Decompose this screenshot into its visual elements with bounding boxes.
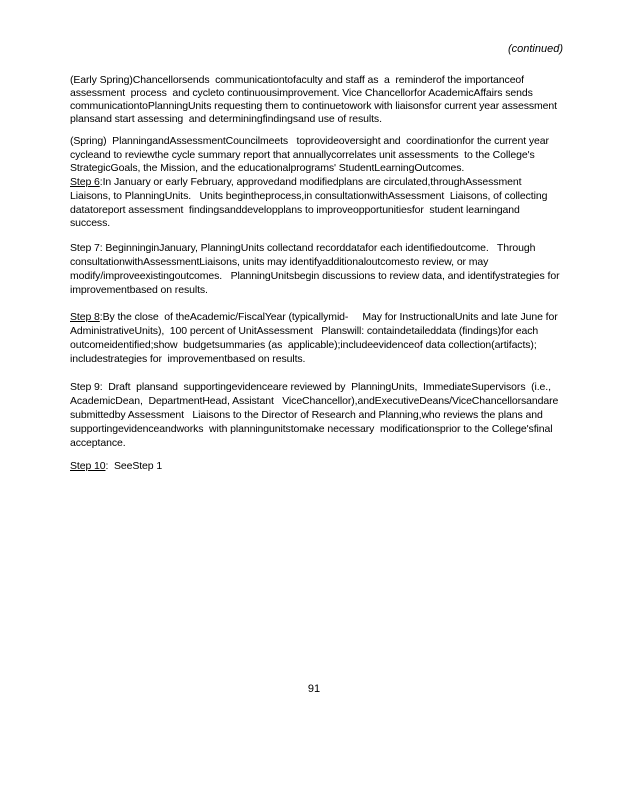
text-segment: (Spring) PlanningandAssessmentCouncilmeets toprovideoversight and coordinationfor the current year (70, 135, 549, 147)
text-segment: :In January or early February, approvedand modifiedplans are circulated,throughAssessment (99, 176, 522, 189)
text-segment: acceptance. (70, 437, 126, 449)
text-segment: includestrategies for improvementbased on results. (70, 353, 306, 365)
text-segment: plansand start assessing and determiningfindingsand use of results. (70, 113, 382, 125)
step-label: Step 8 (70, 311, 100, 323)
text-segment: modify/improveexistingoutcomes. PlanningUnitsbegin discussions to review data, and identifystrategies for (70, 270, 560, 282)
text-segment: datatoreport assessment findingsanddevelopplans to improveopportunitiesfor student learningand (70, 203, 520, 216)
paragraph-early-spring (70, 74, 557, 126)
text-segment: assessment process and cycleto continuousimprovement. Vice Chancellorfor AcademicAffairs sends (70, 87, 533, 99)
page-number: 91 (307, 683, 321, 695)
text-segment: : SeeStep 1 (105, 460, 163, 472)
text-segment: outcomeidentified;show budgetsummaries (as applicable);includeevidenceof data collection(artifacts); (70, 339, 537, 351)
text-segment: AdministrativeUnits), 100 percent of UnitAssessment Planswill: containdetaileddata (findings)for each (70, 325, 539, 337)
step-label: Step 6 (70, 176, 100, 189)
paragraph-step-7 (70, 241, 559, 297)
text-segment: (Early Spring)Chancellorsends communicationtofaculty and staff as a reminderof the importanceof (70, 74, 524, 86)
text-segment: success. (70, 217, 111, 230)
text-segment: communicationtoPlanningUnits requesting them to continuetowork with liaisonsfor current year assessment (70, 100, 557, 112)
text-segment: Liaisons, to PlanningUnits. Units begintheprocess,in consultationwithAssessment Liaisons, of collecting (70, 189, 548, 202)
text-segment: Step 7: BeginninginJanuary, PlanningUnits collectand recorddatafor each identifiedoutcome. Through (70, 242, 536, 254)
text-segment: submittedby Assessment Liaisons to the Director of Research and Planning,who reviews the plans and (70, 409, 543, 421)
text-segment: supportingevidenceandworks with planningunitstomake necessary modificationsprior to the College'sfinal (70, 423, 553, 435)
text-segment: improvementbased on results. (70, 284, 208, 296)
continued-label: (continued) (507, 43, 563, 55)
text-segment: StrategicGoals, the Mission, and the educationalprograms' StudentLearningOutcomes. (70, 162, 465, 175)
text-segment: :By the close of theAcademic/FiscalYear (typicallymid- May for InstructionalUnits and late June for (99, 311, 558, 323)
text-segment: cycleand to reviewthe cycle summary report that annuallycorrelates unit assessments to the College's (70, 148, 535, 161)
step-label: Step 10 (70, 460, 106, 472)
text-segment: consultationwithAssessmentLiaisons, units may identifyadditionaloutcomesto review, or may (70, 256, 489, 268)
paragraph-spring-step-6 (70, 135, 549, 231)
paragraph-step-10 (70, 459, 162, 473)
text-segment: Step 9: Draft plansand supportingevidenceare reviewed by PlanningUnits, ImmediateSupervisors (i.e., (70, 381, 551, 393)
paragraph-step-9 (70, 380, 558, 450)
paragraph-step-8 (70, 310, 558, 366)
text-segment: AcademicDean, DepartmentHead, Assistant ViceChancellor),andExecutiveDeans/ViceChancellorsandare (70, 395, 559, 407)
